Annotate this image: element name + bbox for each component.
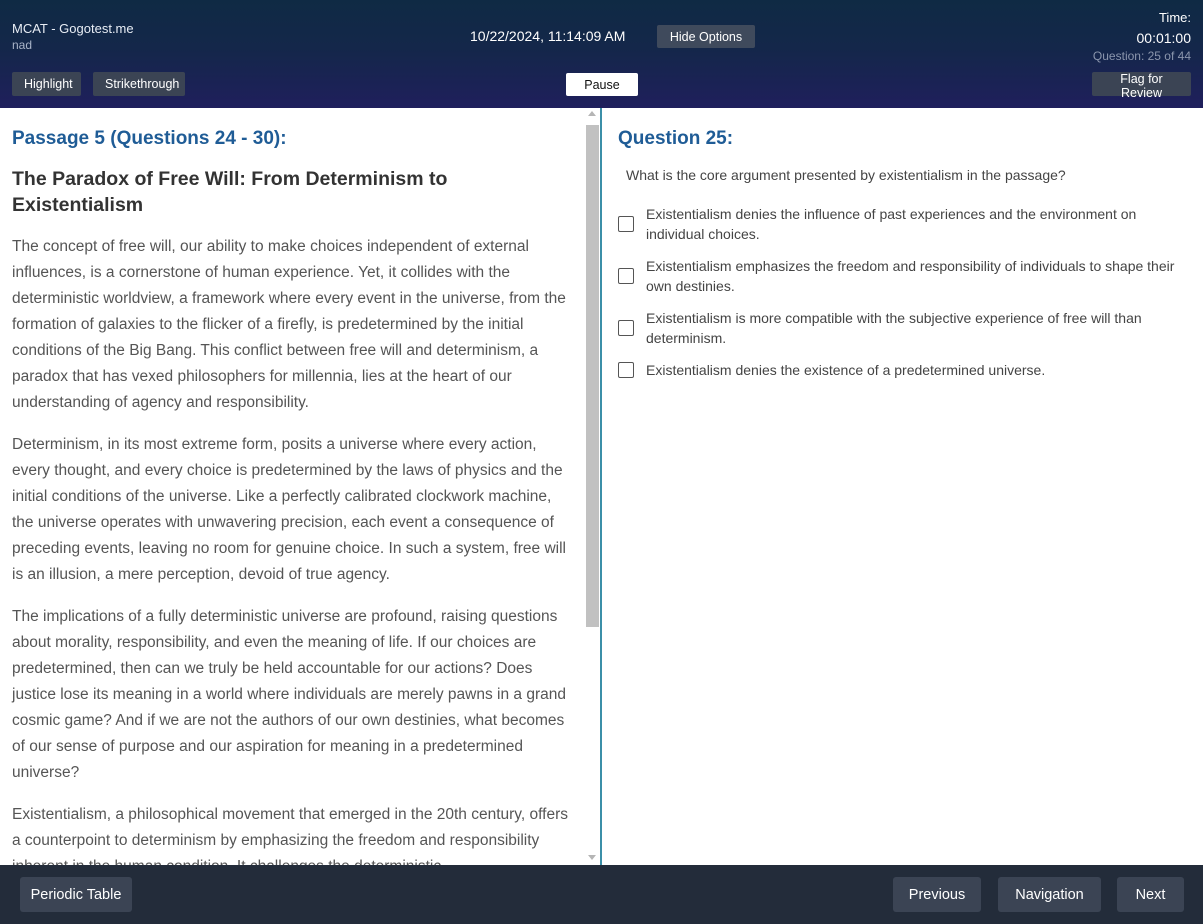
periodic-table-button[interactable]: Periodic Table <box>20 877 132 912</box>
user-name: nad <box>12 38 33 52</box>
option-text: Existentialism is more compatible with the subjective experience of free will than determinism. <box>646 310 1142 346</box>
checkbox[interactable] <box>618 362 634 378</box>
scroll-down-arrow-icon[interactable] <box>588 855 596 860</box>
exam-footer <box>0 865 1203 924</box>
exam-header <box>0 0 1203 108</box>
answer-option-c[interactable] <box>618 308 1188 348</box>
question-pane <box>602 108 1203 865</box>
option-text: Existentialism denies the influence of past experiences and the environment on individual choices. <box>646 206 1137 242</box>
highlight-button[interactable]: Highlight <box>12 72 81 96</box>
answer-option-a[interactable] <box>618 204 1188 244</box>
pause-button[interactable]: Pause <box>566 73 638 96</box>
option-text: Existentialism emphasizes the freedom and responsibility of individuals to shape their own destinies. <box>646 258 1175 294</box>
navigation-button[interactable]: Navigation <box>998 877 1101 912</box>
strikethrough-button[interactable]: Strikethrough <box>93 72 185 96</box>
passage-pane <box>0 108 601 865</box>
hide-options-button[interactable]: Hide Options <box>657 25 755 48</box>
scroll-up-arrow-icon[interactable] <box>588 111 596 116</box>
passage-paragraph: Existentialism, a philosophical movement that emerged in the 20th century, offers a counterpoint to determinism by emphasizing the freedom and responsibility <box>12 806 568 849</box>
passage-title: The Paradox of Free Will: From Determinism to Existentialism <box>12 168 448 216</box>
timer-value: 00:01:00 <box>1136 30 1191 46</box>
checkbox[interactable] <box>618 320 634 336</box>
question-count: Question: 25 of 44 <box>1092 49 1191 63</box>
next-button[interactable]: Next <box>1117 877 1184 912</box>
question-text: What is the core argument presented by existentialism in the passage? <box>626 167 1066 183</box>
scroll-thumb[interactable] <box>586 125 599 627</box>
checkbox[interactable] <box>618 216 634 232</box>
answer-option-b[interactable] <box>618 256 1188 296</box>
answer-options <box>618 204 1188 392</box>
timer-label: Time: <box>1158 10 1191 25</box>
previous-button[interactable]: Previous <box>893 877 981 912</box>
flag-for-review-button[interactable]: Flag for Review <box>1092 72 1191 96</box>
passage-heading: Passage 5 (Questions 24 - 30): <box>12 128 287 149</box>
answer-option-d[interactable] <box>618 360 1188 380</box>
datetime: 10/22/2024, 11:14:09 AM <box>470 28 626 44</box>
option-text: Existentialism denies the existence of a predetermined universe. <box>646 362 1046 378</box>
passage-paragraph: The implications of a fully deterministic universe are profound, raising questions about morality, responsibility, and even the meaning of life. If our choices are predetermined, then can we truly be held accountable for our actions? Does justice lose its meaning in a world where individuals are merely pawns in a grand cosmic game? And if we are not the authors of our own destinies, what becomes of our sense of purpose and our aspiration for meaning in a predetermined universe? <box>12 608 566 781</box>
passage-paragraph: The concept of free will, our ability to make choices independent of external influences, is a cornerstone of human experience. Yet, it collides with the deterministic worldview, a framework where every event in the universe, from the formation of galaxies to the flicker of a firefly, is predetermined by the initial conditions of the Big Bang. This conflict between free will and determinism, a paradox that has vexed philosophers for millennia, lies at the heart of our understanding of agency and responsibility. <box>12 238 566 411</box>
question-heading: Question 25: <box>618 128 734 149</box>
passage-content <box>12 126 572 880</box>
checkbox[interactable] <box>618 268 634 284</box>
app-title: MCAT - Gogotest.me <box>12 21 134 36</box>
passage-paragraph: Determinism, in its most extreme form, posits a universe where every action, every thought, and every choice is predetermined by the laws of physics and the initial conditions of the universe. Like a perfectly calibrated clockwork machine, the universe operates with unwavering precision, each event a consequence of preceding events, leaving no room for genuine choice. In such a system, free will is an illusion, a mere perception, devoid of true agency. <box>12 436 566 583</box>
passage-scrollbar[interactable] <box>585 108 600 865</box>
